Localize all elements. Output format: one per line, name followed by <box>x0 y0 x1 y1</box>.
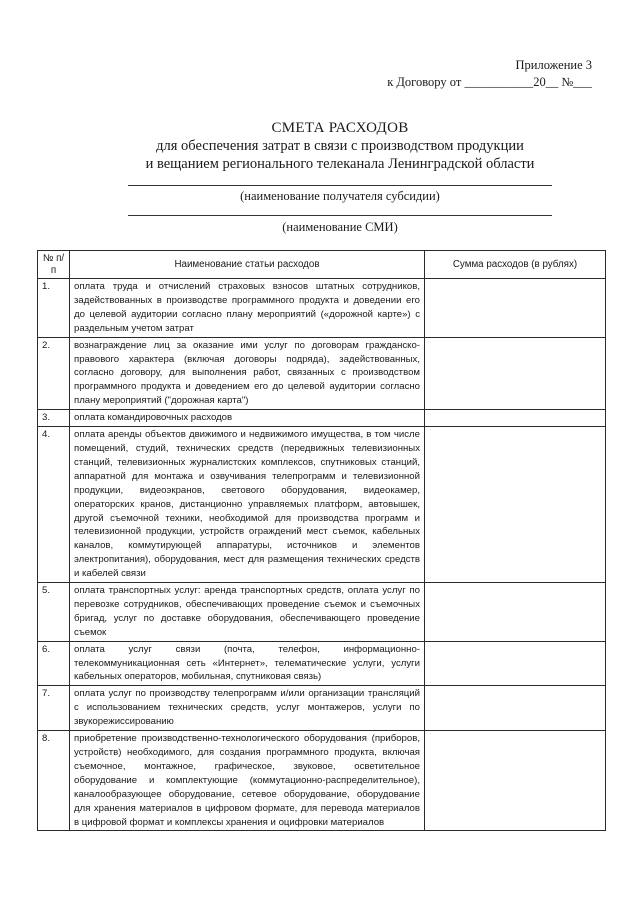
document-title: СМЕТА РАСХОДОВ <box>271 120 409 136</box>
row-name: оплата услуг по производству телепрограмм и/или организации трансляций с использованием технических средств, услуг монтажеров, услуги по звукорежиссированию <box>70 686 425 731</box>
appendix-header <box>387 57 592 91</box>
table-row <box>38 731 606 831</box>
row-name: приобретение производственно-технологического оборудования (приборов, устройств) необходимого, для создания программного продукта, включая съемочное, монтажное, графическое, звуковое, осветительное оборудование и комплектующие (коммутационно-распределительное), каналообразующее оборудование, сетевое оборудование, оборудование для хранения материалов в цифровом формате, для перевода материалов в цифровой формат и комплексы хранения и оцифровки материалов <box>70 731 425 831</box>
row-sum <box>425 731 606 831</box>
table-row <box>38 641 606 686</box>
table-header-row <box>38 251 606 279</box>
row-number: 6. <box>38 641 70 686</box>
row-name: оплата транспортных услуг: аренда транспортных средств, оплата услуг по перевозке сотрудников, обеспечивающих проведение съемок и съемочных бригад, услуг по доставке оборудования, обеспечивающего проведение съемок <box>70 583 425 642</box>
row-name: оплата аренды объектов движимого и недвижимого имущества, в том числе помещений, студий, технических средств (передвижных телевизионных станций, телевизионных журналистских комплексов, спутниковых станций, аппаратной для монтажа и озвучивания телепрограмм и телевизионной продукции, видеоэкранов, светового оборудования, видеокамер, операторских кранов, дистанционно управляемых платформ, автовышек, другой съемочной техники, необходимой для производства программ и телевизионной продукции, устройств ограждений мест съемок, кабельных каналов, коммутирующей аппаратуры, источников и элементов электропитания), оборудования, мест для размещения технических средств и кабелей связи <box>70 427 425 583</box>
row-sum <box>425 641 606 686</box>
recipient-caption: (наименование получателя субсидии) <box>240 189 440 203</box>
row-number: 4. <box>38 427 70 583</box>
row-name: вознаграждение лиц за оказание ими услуг по договорам гражданско-правового характера (включая договоры подряда), задействованных, согласно договору, для выполнения работ, связанных с производством программного продукта и доведением его до целевой аудитории согласно плану мероприятий ("дорожная карта") <box>70 337 425 410</box>
row-number: 8. <box>38 731 70 831</box>
expense-table <box>37 250 606 831</box>
header-number: № п/п <box>38 251 70 279</box>
row-number: 1. <box>38 279 70 338</box>
media-fill-line <box>128 215 552 216</box>
subtitle-line-2: и вещанием регионального телеканала Ленинградской области <box>145 156 535 172</box>
row-sum <box>425 410 606 427</box>
document-subtitle <box>0 137 640 173</box>
row-number: 5. <box>38 583 70 642</box>
table-row <box>38 583 606 642</box>
table-row <box>38 427 606 583</box>
recipient-fill-line <box>128 185 552 186</box>
row-name: оплата командировочных расходов <box>70 410 425 427</box>
row-sum <box>425 337 606 410</box>
row-number: 3. <box>38 410 70 427</box>
table-row <box>38 279 606 338</box>
row-sum <box>425 686 606 731</box>
contract-reference: к Договору от ___________20__ №___ <box>387 75 592 89</box>
table-row <box>38 686 606 731</box>
row-sum <box>425 279 606 338</box>
row-sum <box>425 583 606 642</box>
row-sum <box>425 427 606 583</box>
row-name: оплата труда и отчислений страховых взносов штатных сотрудников, задействованных в производстве программного продукта и доведении его до целевой аудитории согласно плану мероприятий («дорожной карте») с раздельным учетом затрат <box>70 279 425 338</box>
row-number: 2. <box>38 337 70 410</box>
row-name: оплата услуг связи (почта, телефон, информационно-телекоммуникационная сеть «Интернет», телематические услуги, услуги кабельных операторов, мобильная, спутниковая связь) <box>70 641 425 686</box>
table-row <box>38 410 606 427</box>
header-name: Наименование статьи расходов <box>70 251 425 279</box>
row-number: 7. <box>38 686 70 731</box>
media-caption: (наименование СМИ) <box>282 220 398 234</box>
subtitle-line-1: для обеспечения затрат в связи с производством продукции <box>156 138 524 154</box>
appendix-number: Приложение 3 <box>515 58 592 72</box>
header-sum: Сумма расходов (в рублях) <box>425 251 606 279</box>
table-row <box>38 337 606 410</box>
